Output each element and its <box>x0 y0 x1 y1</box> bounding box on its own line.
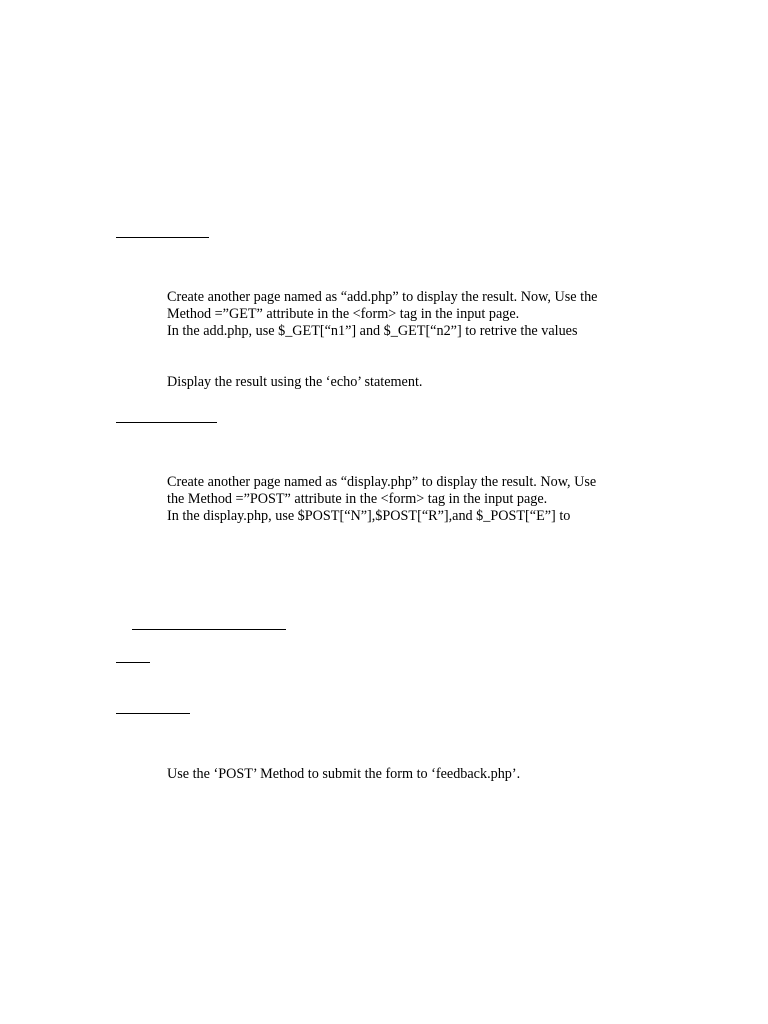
feedback-instruction-paragraph: Use the ‘POST’ Method to submit the form to ‘feedback.php’. <box>167 766 521 782</box>
heading-underline-1 <box>116 237 209 238</box>
get-line-2: Method =”GET” attribute in the <form> tag in the input page. <box>167 306 520 322</box>
post-line-1: Create another page named as “display.php” to display the result. Now, Use <box>167 474 597 490</box>
heading-underline-2 <box>116 422 217 423</box>
heading-underline-3 <box>132 629 286 630</box>
post-line-3: In the display.php, use $POST[“N”],$POST[“R”],and $_POST[“E”] to <box>167 508 571 524</box>
echo-instruction-paragraph: Display the result using the ‘echo’ statement. <box>167 374 423 390</box>
get-line-1: Create another page named as “add.php” to display the result. Now, Use the <box>167 289 598 305</box>
heading-underline-4 <box>116 662 150 663</box>
post-instructions-paragraph <box>167 474 647 525</box>
post-line-2: the Method =”POST” attribute in the <form> tag in the input page. <box>167 491 548 507</box>
get-instructions-paragraph <box>167 289 647 340</box>
get-line-3: In the add.php, use $_GET[“n1”] and $_GET[“n2”] to retrive the values <box>167 323 578 339</box>
heading-underline-5 <box>116 713 190 714</box>
